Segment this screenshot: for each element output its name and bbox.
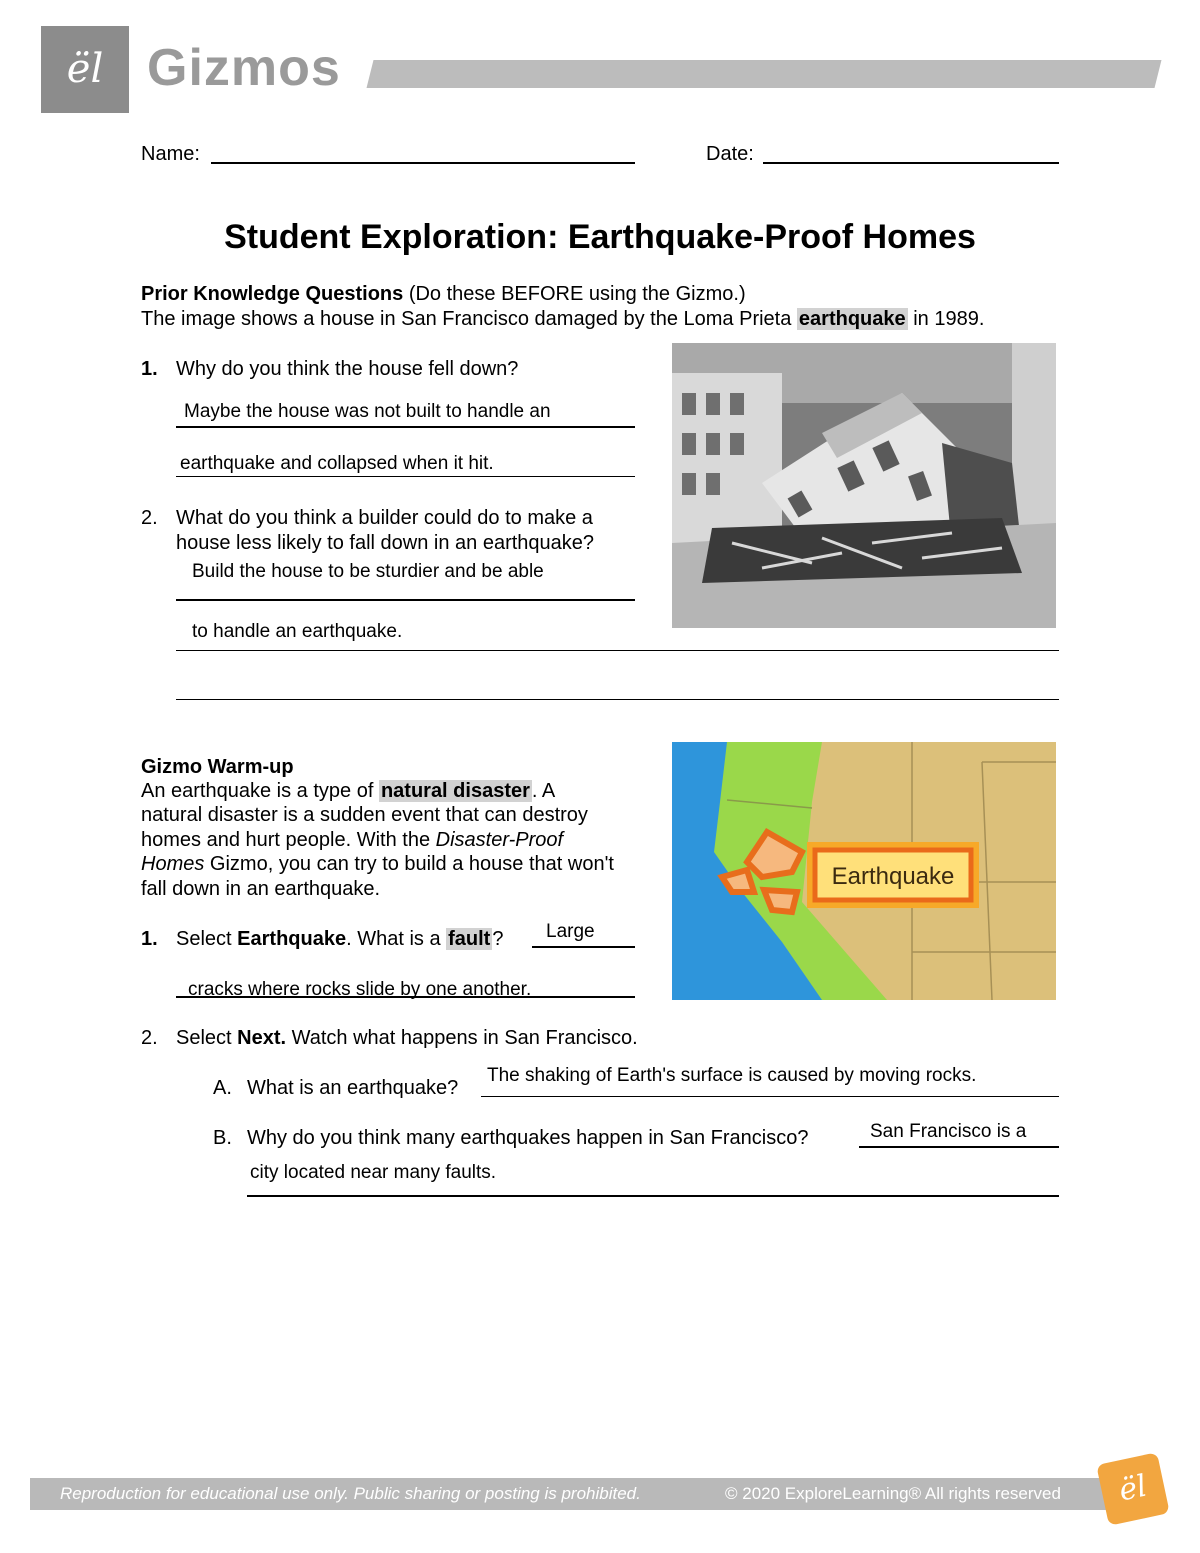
name-field[interactable] [211, 162, 635, 164]
term-fault: fault [448, 928, 491, 950]
q2-select: Select [176, 1027, 238, 1049]
q2-watch: Watch what happens in San Francisco. [286, 1027, 638, 1049]
footer-logo: ël [1096, 1452, 1170, 1526]
qB-rule2 [247, 1195, 1059, 1197]
prior-heading-text: Prior Knowledge Questions [141, 283, 404, 305]
q2-text-line2: house less likely to fall down in an earthquake? [176, 532, 595, 554]
qB-answer-line1[interactable]: San Francisco is a [870, 1121, 1027, 1142]
intro-before: The image shows a house in San Francisco damaged by the Loma Prieta [141, 308, 797, 330]
q1-answer-line2[interactable]: earthquake and collapsed when it hit. [180, 453, 494, 474]
q1-qmark: ? [492, 928, 504, 950]
collapsed-house-illustration [672, 343, 1056, 628]
q2-answer-line2[interactable]: to handle an earthquake. [192, 621, 403, 642]
warmup-line4-italic: Homes [141, 853, 205, 875]
intro-after: in 1989. [907, 308, 985, 330]
qA-answer[interactable]: The shaking of Earth's surface is caused by moving rocks. [487, 1065, 977, 1086]
warmup-q1-rule2 [176, 996, 635, 998]
warmup-q1-text [176, 927, 503, 952]
warmup-line4a: Gizmo, you can try to build a house that won't [204, 853, 614, 875]
california-map [672, 742, 1056, 1000]
q2-number: 2. [141, 507, 158, 529]
warmup-q1-number: 1. [141, 928, 158, 950]
footer-disclaimer: Reproduction for educational use only. Public sharing or posting is prohibited. [60, 1484, 641, 1503]
warmup-q1-answer-line1[interactable]: Large [546, 921, 595, 942]
map-label: Earthquake [831, 863, 955, 890]
q1-text: Why do you think the house fell down? [176, 358, 519, 380]
collapsed-house-photo [672, 343, 1056, 628]
qB-rule1 [859, 1146, 1059, 1148]
warmup-line1 [141, 779, 555, 804]
q2-answer-rule2 [176, 650, 1059, 651]
qA-letter: A. [213, 1077, 232, 1099]
page-title: Student Exploration: Earthquake-Proof Homes [224, 218, 976, 256]
q2-answer-line1[interactable]: Build the house to be sturdier and be able [192, 561, 544, 582]
qA-text: What is an earthquake? [247, 1077, 459, 1099]
warmup-line3 [141, 828, 563, 853]
prior-heading-note: (Do these BEFORE using the Gizmo.) [403, 283, 746, 305]
prior-intro [141, 307, 984, 332]
q2-answer-rule1 [176, 599, 635, 601]
earthquake-map [672, 742, 1056, 1000]
warmup-line4 [141, 852, 614, 877]
warmup-q1-rule1 [532, 946, 635, 948]
warmup-line2: natural disaster is a sudden event that can destroy [141, 804, 588, 826]
prior-knowledge-heading [141, 282, 746, 307]
brand-name: Gizmos [147, 39, 341, 97]
term-natural-disaster: natural disaster [380, 780, 530, 802]
warmup-q1-answer-line2[interactable]: cracks where rocks slide by one another. [188, 979, 532, 1000]
explorelearning-logo: ël [66, 46, 104, 92]
warmup-line1b: . A [531, 780, 556, 802]
warmup-line1a: An earthquake is a type of [141, 780, 379, 802]
footer-copyright: © 2020 ExploreLearning® All rights reserved [725, 1484, 1061, 1503]
qB-text: Why do you think many earthquakes happen in San Francisco? [247, 1127, 809, 1149]
warmup-line5: fall down in an earthquake. [141, 878, 381, 900]
q2-next: Next. [237, 1027, 287, 1049]
warmup-q2-text [176, 1026, 638, 1051]
warmup-line3a: homes and hurt people. With the [141, 829, 436, 851]
warmup-line3-italic: Disaster-Proof [435, 829, 564, 851]
warmup-q2-number: 2. [141, 1027, 158, 1049]
qB-answer-line2[interactable]: city located near many faults. [250, 1162, 497, 1183]
q1-what-is: . What is a [346, 928, 447, 950]
q2-text-line1: What do you think a builder could do to make a [176, 507, 593, 529]
q1-earthquake: Earthquake [237, 928, 347, 950]
q1-answer-rule2 [176, 476, 635, 477]
q1-answer-line1[interactable]: Maybe the house was not built to handle an [184, 401, 551, 422]
warmup-heading: Gizmo Warm-up [141, 756, 294, 778]
date-field[interactable] [763, 162, 1059, 164]
name-label: Name: [141, 143, 200, 165]
q1-number: 1. [141, 358, 158, 380]
term-earthquake: earthquake [798, 308, 906, 330]
q1-select: Select [176, 928, 238, 950]
header-bar [367, 60, 1162, 88]
qA-rule [481, 1096, 1059, 1097]
q1-answer-rule1 [176, 426, 635, 428]
qB-letter: B. [213, 1127, 232, 1149]
date-label: Date: [706, 143, 754, 165]
q2-answer-rule3 [176, 699, 1059, 700]
